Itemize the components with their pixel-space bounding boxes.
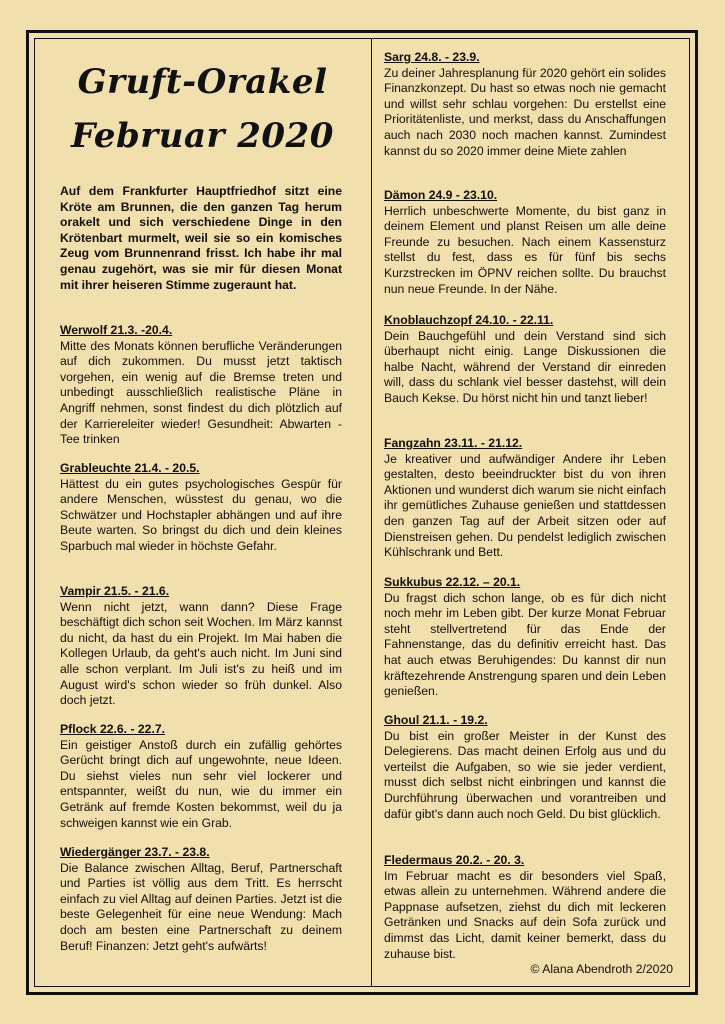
horoscope-fangzahn (384, 436, 666, 561)
intro-paragraph: Auf dem Frankfurter Hauptfriedhof sitzt eine Kröte am Brunnen, die den ganzen Tag herum orakelt und sich verschiedene Dinge in den Krötenbart murmelt, weil sie so ein komisches Zeug vom Brunnenrand frisst. Ich habe ihr mal genau zugehört, was sie mir für diesen Monat mit ihrer heiseren Stimme zugeraunt hat. (60, 184, 342, 292)
sign-heading: Ghoul 21.1. - 19.2. (384, 713, 488, 727)
page-title: Gruft-Orakel (77, 62, 328, 102)
sign-heading: Sarg 24.8. - 23.9. (384, 50, 480, 64)
column-divider (371, 38, 372, 987)
horoscope-ghoul (384, 713, 666, 822)
horoscope-vampir (60, 584, 342, 709)
sign-heading: Grableuchte 21.4. - 20.5. (60, 461, 200, 475)
sign-text: Du fragst dich schon lange, ob es für dich nicht noch mehr im Leben gibt. Der kurze Monat Februar steht stellvertretend für das Ende der Fahnenstange, das du definitiv erreicht hast. Das hat auch etwas Beruhigendes: Du kannst dir nun kräftezehrende Anstrengung sparen und dein Leben genießen. (384, 590, 666, 699)
sign-text: Wenn nicht jetzt, wann dann? Diese Frage beschäftigt dich schon seit Wochen. Im März kannst du nicht, da hast du ein Projekt. Im Mai haben die Kollegen Urlaub, da geht's auch nicht. Im Juni sind alle schon verplant. Im Juli ist's zu heiß und im August wird's schon wieder so früh dunkel. Also doch jetzt. (60, 599, 342, 708)
sign-heading: Dämon 24.9 - 23.10. (384, 188, 498, 202)
horoscope-knoblauchzopf (384, 313, 666, 407)
sign-heading: Fledermaus 20.2. - 20. 3. (384, 853, 525, 867)
sign-text: Hättest du ein gutes psychologisches Gespür für andere Menschen, wüsstest du genau, wo die Schwätzer und Hochstapler abhängen und auf ihre Beute warten. So bringst du dich und dein kleines Sparbuch mal wieder in höchste Gefahr. (60, 476, 342, 553)
sign-heading: Sukkubus 22.12. – 20.1. (384, 575, 521, 589)
sign-heading: Pflock 22.6. - 22.7. (60, 722, 166, 736)
sign-text: Ein geistiger Anstoß durch ein zufällig gehörtes Gerücht bringt dich auf ungewohnte, neue Ideen. Du siehst vieles nun sehr viel lockerer und entspannter, weißt du nun, wie du immer ein Getränk auf fremde Kosten bekommst, weil du ja schweigen kannst wie ein Grab. (60, 737, 342, 830)
sign-text: Im Februar macht es dir besonders viel Spaß, etwas allein zu unternehmen. Während andere die Pappnase aufsetzen, ziehst du dich mit leckeren Getränken und Snacks auf dein Sofa zurück und dimmst das Licht, damit keiner bemerkt, dass du zuhause bist. (384, 868, 666, 961)
sign-text: Herrlich unbeschwerte Momente, du bist ganz in deinem Element und planst Reisen um alle deine Freunde zu besuchen. Nach einem Kassensturz stellst du fest, dass es für fünf bis sechs Kurzstrecken im ÖPNV reichen sollte. Du brauchst nun neue Freunde. In der Nähe. (384, 203, 666, 296)
sign-heading: Werwolf 21.3. -20.4. (60, 323, 173, 337)
horoscope-pflock (60, 722, 342, 831)
horoscope-sukkubus (384, 575, 666, 700)
sign-heading: Wiedergänger 23.7. - 23.8. (60, 845, 210, 859)
horoscope-wiedergaenger (60, 845, 342, 954)
sign-text: Dein Bauchgefühl und dein Verstand sind sich überhaupt nicht einig. Lange Diskussionen die halbe Nacht, während der Verstand dir einreden will, dass du schlank viel besser dastehst, will dein Bauch Kekse. Du hörst nicht hin und tanzt lieber! (384, 328, 666, 405)
page-subtitle: Februar 2020 (71, 116, 334, 156)
sign-heading: Fangzahn 23.11. - 21.12. (384, 436, 523, 450)
sign-text: Die Balance zwischen Alltag, Beruf, Partnerschaft und Parties ist völlig aus dem Tritt. Es herrscht einfach zu viel Alltag auf deinen Parties. Jetzt ist die beste Gelegenheit für eine neue Wendung: Mach doch am besten eine Partnerschaft zu deinem Beruf! Finanzen: Jetzt geht's aufwärts! (60, 860, 342, 953)
copyright-credit: © Alana Abendroth 2/2020 (530, 962, 673, 976)
sign-heading: Vampir 21.5. - 21.6. (60, 584, 170, 598)
horoscope-fledermaus (384, 853, 666, 962)
sign-text: Du bist ein großer Meister in der Kunst des Delegierens. Das macht deinen Erfolg aus und du verteilst die Aufgaben, so wie sie jeder verdient, musst dich selbst nicht einbringen und kannst die Durchführung überwachen und vorantreiben und dafür gibt's dann auch noch Geld. Du bist glücklich. (384, 728, 666, 821)
sign-text: Je kreativer und aufwändiger Andere ihr Leben gestalten, desto beeindruckter bist du von ihren Aktionen und wunderst dich warum sie nicht einfach ihr gemütliches Zuhause genießen und stattdessen den ganzen Tag auf der Arbeit sitzen oder auf Dienstreisen gehen. Du pendelst lediglich zwischen Kühlschrank und Bett. (384, 451, 666, 560)
horoscope-daemon (384, 188, 666, 297)
sign-text: Mitte des Monats können berufliche Veränderungen auf dich zukommen. Du musst jetzt taktisch vorgehen, ein wenig auf die Bremse treten und unbedingt ausschließlich realistische Pläne in Angriff nehmen, sonst findest du dich plötzlich auf der Karriereleiter wieder! Gesundheit: Abwarten - Tee trinken (60, 338, 342, 447)
sign-heading: Knoblauchzopf 24.10. - 22.11. (384, 313, 554, 327)
horoscope-werwolf (60, 323, 342, 448)
horoscope-grableuchte (60, 461, 342, 555)
horoscope-sarg (384, 50, 666, 159)
sign-text: Zu deiner Jahresplanung für 2020 gehört ein solides Finanzkonzept. Du hast so etwas noch nie gemacht und willst sehr schlau vorgehen: Du erstellst eine Prioritätenliste, und merkst, dass du Anschaffungen auch nach 2030 noch machen kannst. Zumindest kannst du so 2020 immer deine Miete zahlen (384, 65, 666, 158)
